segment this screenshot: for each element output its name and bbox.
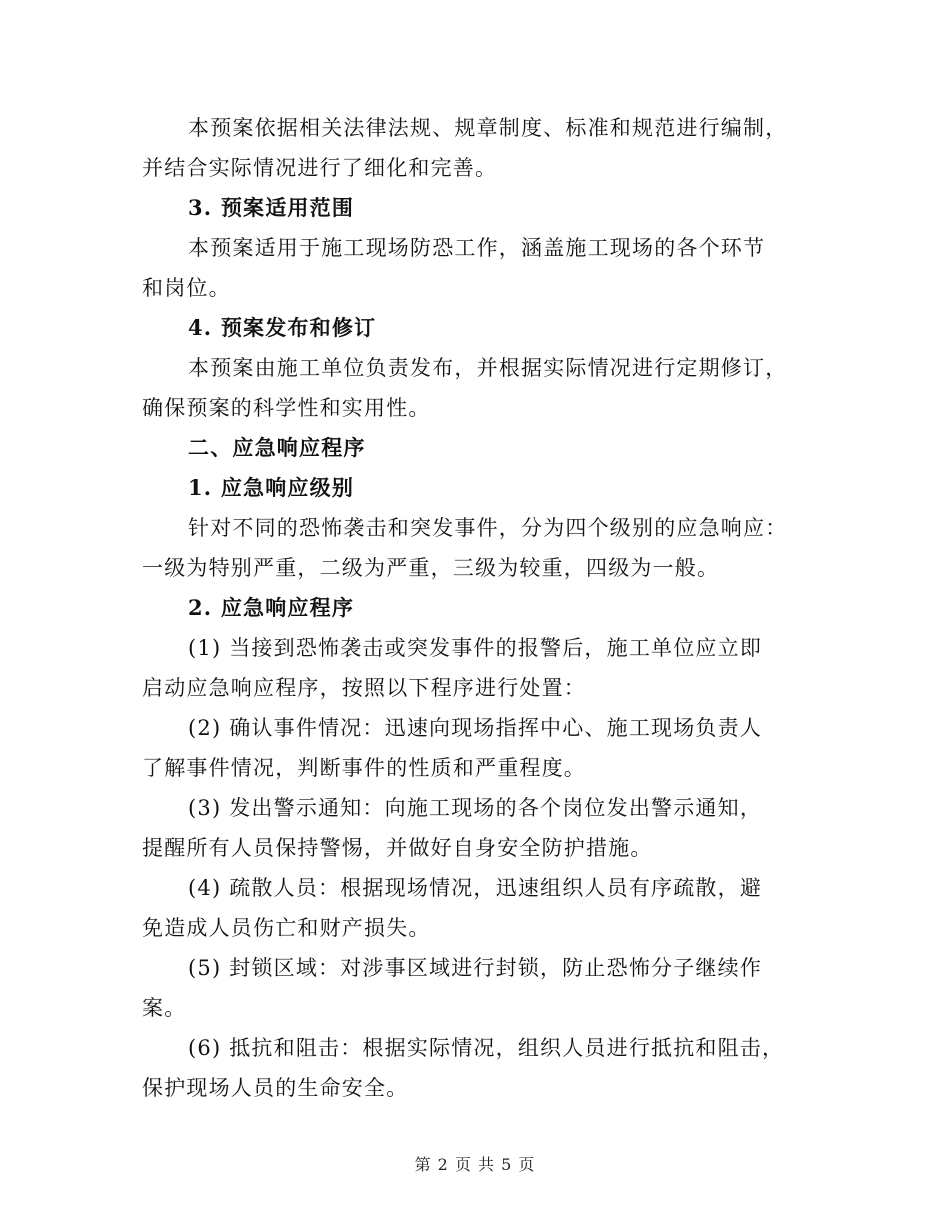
- step-2: [142, 708, 810, 788]
- text-line: 并结合实际情况进行了细化和完善。: [142, 156, 498, 180]
- paragraph-scope: [142, 228, 810, 308]
- text-line: (1) 当接到恐怖袭击或突发事件的报警后，施工单位应立即: [188, 636, 763, 660]
- text-line: 本预案适用于施工现场防恐工作，涵盖施工现场的各个环节: [188, 236, 766, 260]
- text-line: 免造成人员伤亡和财产损失。: [142, 916, 431, 940]
- page-number-footer: 第 2 页 共 5 页: [414, 1155, 536, 1174]
- heading-scope: 3. 预案适用范围: [188, 195, 355, 220]
- text-line: (4) 疏散人员：根据现场情况，迅速组织人员有序疏散，避: [188, 876, 763, 900]
- text-line: 和岗位。: [142, 276, 231, 300]
- text-line: 启动应急响应程序，按照以下程序进行处置：: [142, 676, 586, 700]
- text-line: 本预案依据相关法律法规、规章制度、标准和规范进行编制，: [188, 116, 788, 140]
- text-line: (5) 封锁区域：对涉事区域进行封锁，防止恐怖分子继续作: [188, 956, 763, 980]
- text-line: 确保预案的科学性和实用性。: [142, 396, 431, 420]
- step-1: [142, 628, 810, 708]
- step-5: [142, 948, 810, 1028]
- paragraph-basis: [142, 108, 810, 188]
- step-4: [142, 868, 810, 948]
- text-line: 本预案由施工单位负责发布，并根据实际情况进行定期修订，: [188, 356, 788, 380]
- paragraph-release: [142, 348, 810, 428]
- text-line: 保护现场人员的生命安全。: [142, 1076, 409, 1100]
- step-3: [142, 788, 810, 868]
- text-line: 针对不同的恐怖袭击和突发事件，分为四个级别的应急响应：: [188, 516, 788, 540]
- text-line: 提醒所有人员保持警惕，并做好自身安全防护措施。: [142, 836, 653, 860]
- text-line: 了解事件情况，判断事件的性质和严重程度。: [142, 756, 586, 780]
- heading-release: 4. 预案发布和修订: [188, 315, 377, 340]
- step-6: [142, 1028, 810, 1108]
- text-line: (3) 发出警示通知：向施工现场的各个岗位发出警示通知，: [188, 796, 763, 820]
- paragraph-response-level: [142, 508, 810, 588]
- section-heading-emergency: 二、应急响应程序: [188, 435, 366, 460]
- document-body: [142, 108, 810, 1108]
- text-line: 案。: [142, 996, 187, 1020]
- text-line: (2) 确认事件情况：迅速向现场指挥中心、施工现场负责人: [188, 716, 763, 740]
- text-line: 一级为特别严重，二级为严重，三级为较重，四级为一般。: [142, 556, 720, 580]
- heading-response-level: 1. 应急响应级别: [188, 475, 355, 500]
- text-line: (6) 抵抗和阻击：根据实际情况，组织人员进行抵抗和阻击，: [188, 1036, 785, 1060]
- heading-response-procedure: 2. 应急响应程序: [188, 595, 355, 620]
